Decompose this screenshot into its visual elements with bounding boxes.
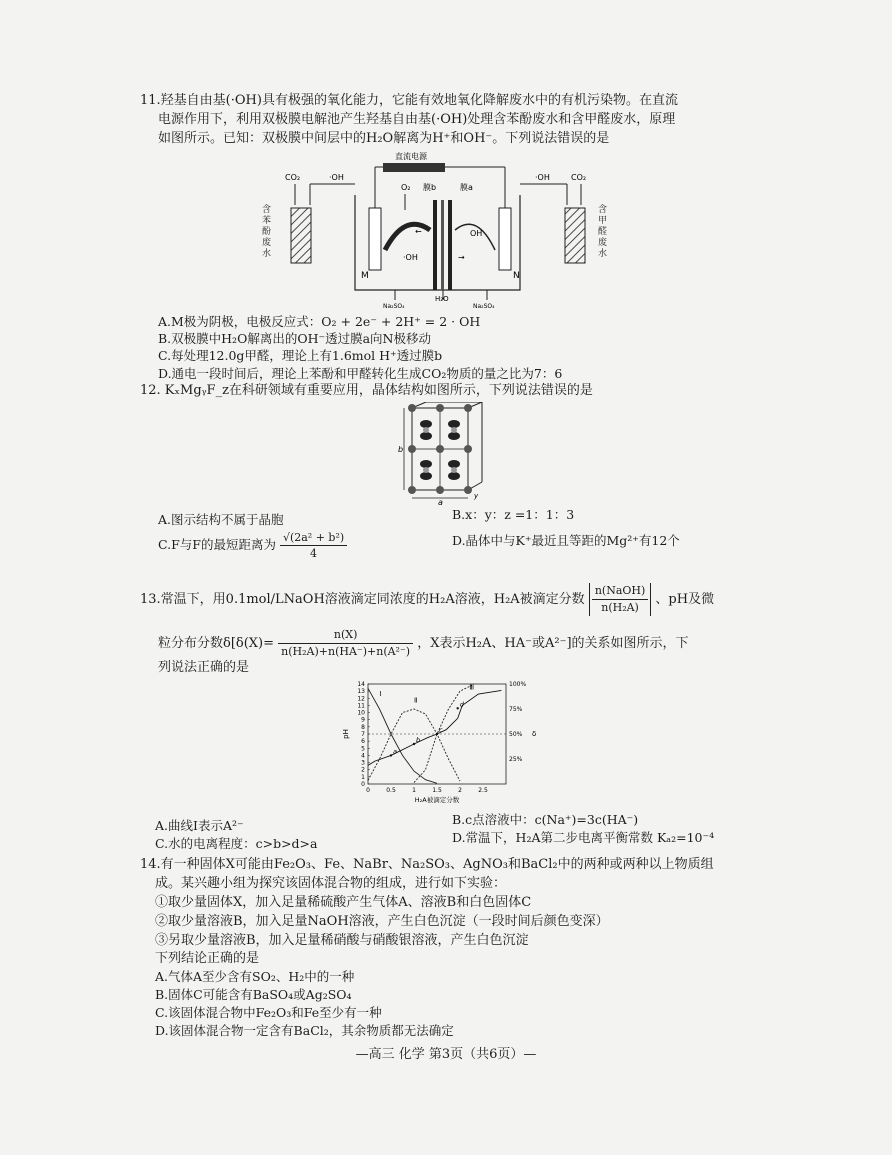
y-tick-label: 14 — [357, 681, 365, 688]
electrode-m-label: M — [361, 271, 369, 281]
right-tick-label: 50% — [509, 731, 523, 738]
y-tick-label: 11 — [357, 702, 365, 710]
y-tick-label: 12 — [357, 695, 365, 703]
y-tick-label: 10 — [357, 709, 365, 717]
q11-option-d[interactable]: D.通电一段时间后，理论上苯酚和甲醛转化生成CO₂物质的量之比为7：6 — [158, 366, 563, 381]
co2-left: CO₂ — [285, 173, 301, 182]
curve-label: Ⅰ — [379, 690, 382, 699]
point-b — [413, 743, 415, 745]
label-a: a — [438, 498, 443, 506]
q14-prompt: 下列结论正确的是 — [155, 951, 260, 966]
na2so4-right: Na₂SO₄ — [473, 303, 495, 310]
point-label: a — [393, 747, 397, 756]
q11-stem-line2: 电源作用下，利用双极膜电解池产生羟基自由基(·OH)处理含苯酚废水和含甲醛废水，原理 — [158, 112, 676, 127]
q14-step3: ③另取少量溶液B，加入足量稀硝酸与硝酸银溶液，产生白色沉淀 — [155, 933, 529, 948]
q13-option-b[interactable]: B.c点溶液中：c(Na⁺)=3c(HA⁻) — [452, 812, 639, 827]
q12-option-a[interactable]: A.图示结构不属于晶胞 — [158, 512, 284, 527]
oh-inner-left: ·OH — [403, 253, 418, 262]
q14-option-c[interactable]: C.该固体混合物中Fe₂O₃和Fe至少有一种 — [155, 1005, 382, 1020]
membrane-a — [448, 200, 452, 290]
phenol-column — [291, 208, 311, 263]
na2so4-left: Na₂SO₄ — [383, 303, 405, 310]
series-line-1 — [368, 688, 437, 783]
q14-stem-line1: 14.有一种固体X可能由Fe₂O₃、Fe、NaBr、Na₂SO₃、AgNO₃和BaCl₂中的两种或两种以上物质组 — [140, 857, 714, 872]
y-tick-label: 13 — [357, 688, 365, 696]
y-axis-label: pH — [342, 729, 350, 739]
point-label: b — [416, 736, 421, 744]
y-tick-label: 1 — [361, 773, 365, 781]
y-tick-label: 2 — [361, 766, 365, 774]
crystal-structure-diagram — [398, 402, 496, 506]
q12-option-b[interactable]: B.x：y：z =1：1：3 — [452, 507, 575, 522]
q12-option-d[interactable]: D.晶体中与K⁺最近且等距的Mg²⁺有12个 — [452, 533, 680, 548]
q13-stem-line3: 列说法正确的是 — [158, 660, 250, 675]
y-tick-label: 7 — [361, 731, 365, 738]
q12-option-c[interactable] — [158, 530, 347, 561]
electrode-m — [369, 208, 381, 270]
q14-option-a[interactable]: A.气体A至少含有SO₂、H₂中的一种 — [155, 969, 355, 984]
x-tick-label: 0 — [366, 787, 370, 794]
x-tick-label: 1.5 — [432, 787, 442, 794]
q14-stem-line2: 成。某兴趣小组为探究该固体混合物的组成，进行如下实验： — [155, 876, 507, 891]
label-b: b — [398, 445, 404, 454]
oh-inner-right: OH — [470, 229, 483, 238]
y-tick-label: 6 — [361, 738, 365, 746]
right-tick-label: 100% — [509, 681, 527, 688]
membrane-a-label: 膜a — [460, 183, 473, 192]
q13-fraction-delta: $\frac{n(X)}{\text{n(H₂A)+n(HA⁻)+n(A²⁻)}}$ — [278, 627, 413, 660]
formaldehyde-column — [565, 208, 585, 263]
q11-stem-line3: 如图所示。已知：双极膜中间层中的H₂O解离为H⁺和OH⁻。下列说法错误的是 — [158, 131, 610, 146]
point-d — [457, 707, 459, 709]
y-tick-label: 0 — [361, 781, 365, 788]
right-tick-label: 75% — [509, 706, 523, 713]
right-axis-label: δ — [532, 730, 537, 738]
waste-right-label: 含甲醛废水 — [598, 205, 608, 259]
h2o-label: H₂O — [435, 295, 449, 303]
o2-label: O₂ — [401, 183, 411, 192]
membrane-b — [433, 200, 437, 290]
q14-step1: ①取少量固体X，加入足量稀硫酸产生气体A、溶液B和白色固体C — [155, 895, 532, 910]
point-label: d — [459, 700, 464, 709]
page-footer: —高三 化学 第3页（共6页）— — [355, 1047, 537, 1062]
power-supply-label: 直流电源 — [395, 152, 427, 161]
x-tick-label: 2.5 — [478, 787, 488, 794]
oh-right: ·OH — [535, 173, 550, 182]
svg-text:←: ← — [415, 227, 422, 236]
q12-option-c-fraction: $\frac{\text{√(2a² + b²)}}{4}$ — [280, 530, 347, 561]
q11-option-a[interactable]: A.M极为阴极，电极反应式：O₂ + 2e⁻ + 2H⁺ = 2 · OH — [158, 314, 481, 329]
svg-text:→: → — [458, 253, 465, 262]
membrane-b-label: 膜b — [423, 183, 437, 192]
x-tick-label: 1 — [412, 787, 416, 794]
q14-option-b[interactable]: B.固体C可能含有BaSO₄或Ag₂SO₄ — [155, 987, 352, 1002]
point-c — [436, 733, 438, 735]
label-y: y — [474, 492, 479, 500]
point-a — [390, 754, 392, 756]
oh-left: ·OH — [329, 173, 344, 182]
q11-stem-line1: 11.羟基自由基(·OH)具有极强的氧化能力，它能有效地氧化降解废水中的有机污染物。在直流 — [140, 93, 678, 108]
point-label: c — [439, 726, 443, 734]
curve-label: Ⅱ — [414, 696, 418, 705]
electrolysis-diagram — [255, 150, 635, 310]
electrode-n — [499, 208, 511, 270]
power-supply — [383, 163, 445, 172]
right-tick-label: 25% — [509, 756, 523, 763]
q13-fraction-titration: $\frac{\text{n(NaOH)}}{\text{n(H₂A)}}$ — [592, 583, 648, 616]
titration-chart — [340, 678, 540, 808]
y-tick-label: 3 — [361, 759, 365, 767]
q14-step2: ②取少量溶液B，加入足量NaOH溶液，产生白色沉淀（一段时间后颜色变深） — [155, 914, 609, 929]
q14-option-d[interactable]: D.该固体混合物一定含有BaCl₂，其余物质都无法确定 — [155, 1023, 454, 1038]
x-tick-label: 0.5 — [386, 787, 396, 794]
arrow-left — [385, 224, 430, 250]
curve-label: Ⅲ — [469, 683, 475, 692]
y-tick-label: 4 — [361, 752, 365, 760]
waste-left-label: 含苯酚废水 — [262, 205, 272, 259]
q13-option-a[interactable]: A.曲线Ⅰ表示A²⁻ — [155, 818, 244, 833]
y-tick-label: 9 — [361, 716, 365, 724]
q13-option-d[interactable]: D.常温下，H₂A第二步电离平衡常数 Kₐ₂=10⁻⁴ — [452, 830, 715, 845]
y-tick-label: 5 — [361, 745, 365, 753]
q11-option-c[interactable]: C.每处理12.0g甲醛，理论上有1.6mol H⁺透过膜b — [158, 348, 443, 363]
q13-stem-line2: 粒分布分数δ[δ(X)= $\frac{n(X)}{\text{n(H₂A)+n(HA⁻)+n(A²⁻)}}$ ，X表示H₂A、HA⁻或A²⁻]的关系如图所示，下 — [158, 628, 689, 658]
y-tick-label: 8 — [361, 723, 365, 731]
co2-right: CO₂ — [571, 173, 587, 182]
q12-stem: 12. KₓMgᵧF_z在科研领域有重要应用，晶体结构如图所示，下列说法错误的是 — [140, 383, 593, 398]
q13-option-c[interactable]: C.水的电离程度：c>b>d>a — [155, 836, 318, 851]
q12-option-c-text: C.F与F的最短距离为 — [158, 537, 276, 552]
x-axis-label: H₂A被滴定分数 — [414, 796, 460, 804]
q11-option-b[interactable]: B.双极膜中H₂O解离出的OH⁻透过膜a向N极移动 — [158, 331, 431, 346]
q13-stem-line1: 13.常温下，用0.1mol/LNaOH溶液滴定同浓度的H₂A溶液，H₂A被滴定分数 $\frac{\text{n(NaOH)}}{\text{n(H₂A)}}$ 、pH及微 — [140, 584, 715, 614]
electrode-n-label: N — [513, 271, 520, 281]
x-tick-label: 2 — [458, 787, 462, 794]
